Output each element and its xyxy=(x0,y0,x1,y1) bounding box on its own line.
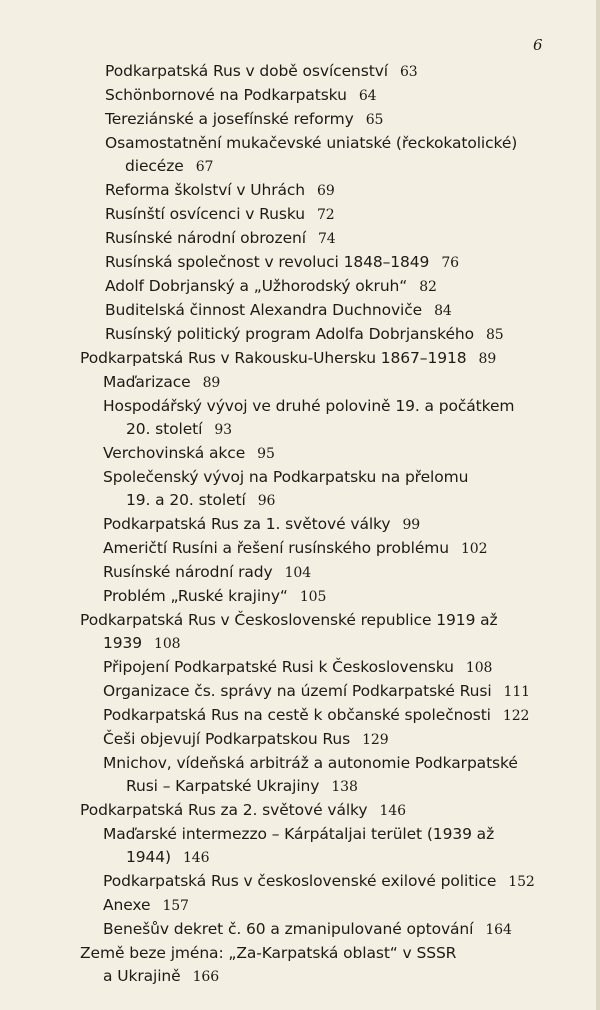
table-of-contents xyxy=(0,60,600,989)
toc-entry-continuation xyxy=(0,846,600,870)
toc-entry-title: Společenský vývoj na Podkarpatsku na přelomu xyxy=(103,468,469,486)
toc-entry xyxy=(0,108,600,132)
toc-entry-title: Buditelská činnost Alexandra Duchnoviče xyxy=(105,301,423,319)
toc-entry-page: 152 xyxy=(508,874,535,890)
toc-entry-title: Hospodářský vývoj ve druhé polovině 19. a počátkem xyxy=(103,397,515,415)
toc-chapter xyxy=(0,609,600,632)
toc-entry xyxy=(0,561,600,585)
toc-entry-title: Rusínské národní rady xyxy=(103,563,273,581)
toc-entry-page: 84 xyxy=(434,303,452,319)
toc-entry-title: diecéze xyxy=(125,157,184,175)
toc-entry-page: 64 xyxy=(358,88,377,104)
toc-entry-title: 1944) xyxy=(126,848,171,866)
toc-chapter-title: Podkarpatská Rus v Československé republice 1919 až xyxy=(80,611,498,629)
toc-entry xyxy=(0,395,600,418)
toc-entry-title: Schönbornové na Podkarpatsku xyxy=(105,86,347,104)
toc-chapter-title: 1939 xyxy=(103,634,143,652)
toc-entry xyxy=(0,585,600,609)
toc-entry xyxy=(0,132,600,155)
toc-entry-title: Američtí Rusíni a řešení rusínského problému xyxy=(103,539,449,557)
toc-entry-title: Maďarské intermezzo – Kárpátaljai terület (1939 až xyxy=(103,825,495,843)
toc-entry xyxy=(0,442,600,466)
toc-entry-page: 122 xyxy=(502,708,530,724)
toc-entry-title: Podkarpatská Rus v době osvícenství xyxy=(105,62,388,80)
toc-entry-page: 69 xyxy=(317,183,335,199)
toc-entry-page: 89 xyxy=(202,375,221,391)
toc-entry-title: Rusínský politický program Adolfa Dobrjanského xyxy=(105,325,474,343)
toc-chapter-continuation xyxy=(0,632,600,656)
toc-entry-page: 105 xyxy=(299,589,327,605)
toc-entry xyxy=(0,84,600,108)
toc-entry-title: Problém „Ruské krajiny“ xyxy=(103,587,288,605)
toc-entry xyxy=(0,823,600,846)
toc-entry xyxy=(0,466,600,489)
toc-entry xyxy=(0,656,600,680)
toc-chapter xyxy=(0,347,600,371)
page-number: 6 xyxy=(533,36,543,54)
toc-entry xyxy=(0,227,600,251)
toc-entry-title: Mnichov, vídeňská arbitráž a autonomie Podkarpatské xyxy=(103,754,518,772)
toc-entry xyxy=(0,251,600,275)
toc-entry-page: 93 xyxy=(214,422,232,438)
toc-entry-page: 95 xyxy=(257,446,275,462)
toc-entry xyxy=(0,513,600,537)
toc-entry xyxy=(0,60,600,84)
toc-entry-title: Podkarpatská Rus za 1. světové války xyxy=(103,515,391,533)
toc-entry-page: 138 xyxy=(331,779,358,795)
toc-entry-title: 19. a 20. století xyxy=(126,491,246,509)
toc-entry-page: 74 xyxy=(317,231,336,247)
toc-entry xyxy=(0,275,600,299)
toc-entry-title: Podkarpatská Rus v československé exilové politice xyxy=(103,872,497,890)
toc-chapter-continuation xyxy=(0,965,600,989)
toc-entry xyxy=(0,894,600,918)
toc-chapter xyxy=(0,942,600,965)
toc-entry xyxy=(0,179,600,203)
toc-entry-page: 65 xyxy=(365,112,384,128)
toc-entry-continuation xyxy=(0,489,600,513)
toc-chapter-title: Podkarpatská Rus v Rakousku-Uhersku 1867–1918 xyxy=(80,349,467,367)
toc-entry-continuation xyxy=(0,418,600,442)
toc-chapter-title: a Ukrajině xyxy=(103,967,181,985)
toc-entry-page: 111 xyxy=(503,684,530,700)
toc-entry xyxy=(0,371,600,395)
toc-entry-page: 72 xyxy=(316,207,335,223)
toc-chapter-page: 89 xyxy=(478,351,497,367)
toc-entry xyxy=(0,680,600,704)
toc-entry-page: 76 xyxy=(441,255,459,271)
toc-entry-title: Verchovinská akce xyxy=(103,444,246,462)
toc-entry-page: 82 xyxy=(419,279,437,295)
toc-entry-continuation xyxy=(0,775,600,799)
toc-entry xyxy=(0,704,600,728)
toc-entry xyxy=(0,918,600,942)
toc-entry-page: 108 xyxy=(465,660,493,676)
toc-entry-page: 63 xyxy=(400,64,418,80)
toc-entry-title: Podkarpatská Rus na cestě k občanské společnosti xyxy=(103,706,491,724)
toc-entry xyxy=(0,537,600,561)
toc-entry-title: Češi objevují Podkarpatskou Rus xyxy=(103,730,351,748)
toc-entry-title: Anexe xyxy=(103,896,151,914)
toc-entry xyxy=(0,299,600,323)
toc-entry-title: Adolf Dobrjanský a „Užhorodský okruh“ xyxy=(105,277,408,295)
toc-entry-title: Organizace čs. správy na území Podkarpatské Rusi xyxy=(103,682,492,700)
toc-chapter-page: 166 xyxy=(192,969,220,985)
toc-entry-title: Reforma školství v Uhrách xyxy=(105,181,306,199)
toc-entry xyxy=(0,752,600,775)
toc-entry-title: Rusínští osvícenci v Rusku xyxy=(105,205,305,223)
toc-entry-page: 157 xyxy=(162,898,189,914)
toc-entry-page: 67 xyxy=(195,159,214,175)
toc-entry-title: Rusínské národní obrození xyxy=(105,229,306,247)
toc-entry-title: Maďarizace xyxy=(103,373,191,391)
toc-chapter xyxy=(0,799,600,823)
toc-chapter-title: Země beze jména: „Za-Karpatská oblast“ v SSSR xyxy=(80,944,457,962)
toc-entry-page: 102 xyxy=(460,541,488,557)
toc-entry-title: 20. století xyxy=(126,420,203,438)
toc-entry-page: 104 xyxy=(284,565,312,581)
toc-chapter-page: 108 xyxy=(154,636,181,652)
toc-entry xyxy=(0,323,600,347)
toc-entry xyxy=(0,728,600,752)
toc-entry-title: Benešův dekret č. 60 a zmanipulované optování xyxy=(103,920,474,938)
toc-entry-page: 164 xyxy=(485,922,512,938)
toc-entry-page: 99 xyxy=(402,517,421,533)
toc-entry-title: Osamostatnění mukačevské uniatské (řeckokatolické) xyxy=(105,134,518,152)
toc-chapter-page: 146 xyxy=(379,803,406,819)
toc-entry-title: Tereziánské a josefínské reformy xyxy=(105,110,354,128)
toc-entry xyxy=(0,870,600,894)
toc-entry-title: Rusínská společnost v revoluci 1848–1849 xyxy=(105,253,430,271)
toc-entry-title: Připojení Podkarpatské Rusi k Československu xyxy=(103,658,454,676)
toc-entry-page: 146 xyxy=(183,850,210,866)
toc-chapter-title: Podkarpatská Rus za 2. světové války xyxy=(80,801,368,819)
toc-entry-continuation xyxy=(0,155,600,179)
toc-entry xyxy=(0,203,600,227)
toc-entry-page: 129 xyxy=(362,732,389,748)
toc-entry-page: 85 xyxy=(486,327,504,343)
toc-entry-page: 96 xyxy=(257,493,276,509)
toc-entry-title: Rusi – Karpatské Ukrajiny xyxy=(126,777,320,795)
